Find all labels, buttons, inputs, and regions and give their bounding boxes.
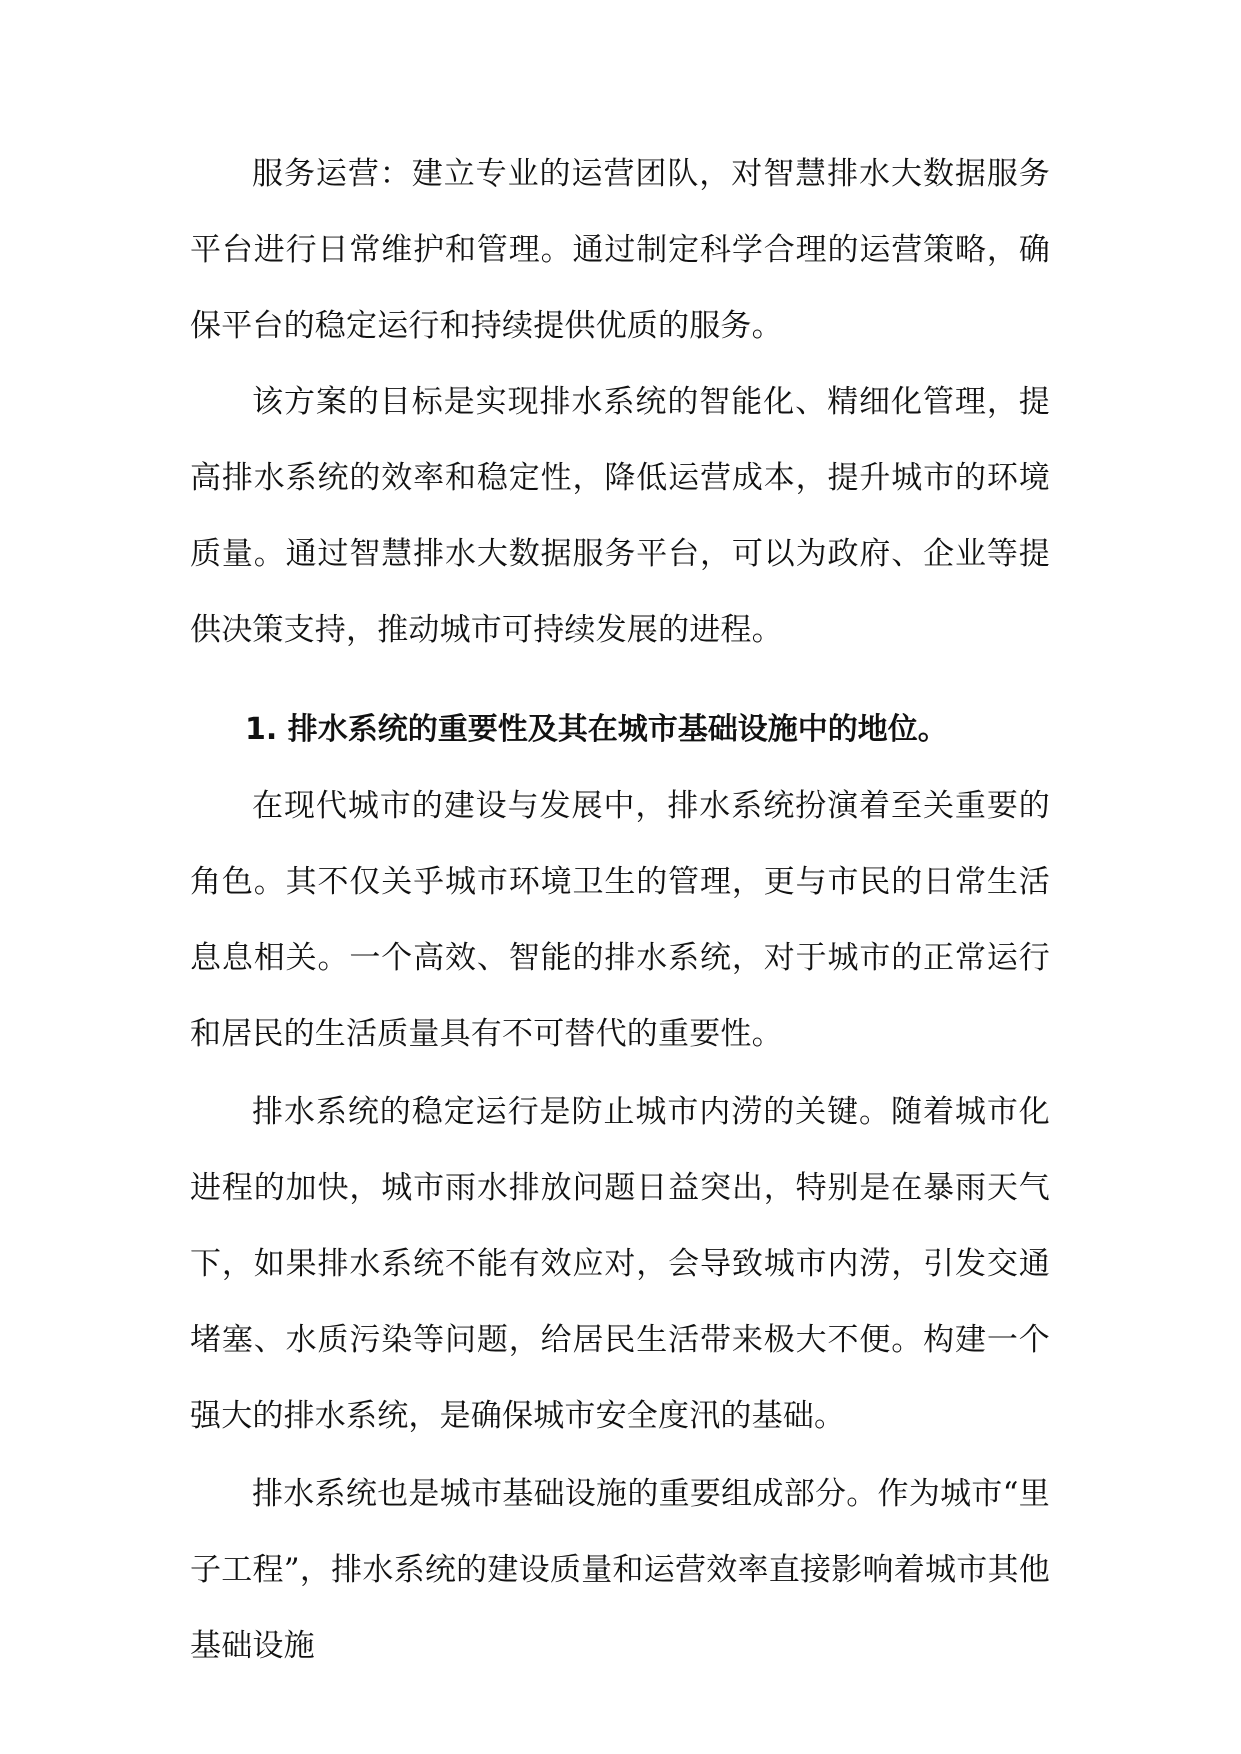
paragraph-text: 服务运营：建立专业的运营团队，对智慧排水大数据服务平台进行日常维护和管理。通过制定科学合理的运营策略，确保平台的稳定运行和持续提供优质的服务。 bbox=[190, 156, 1050, 344]
paragraph-text: 排水系统也是城市基础设施的重要组成部分。作为城市“里子工程”，排水系统的建设质量和运营效率直接影响着城市其他基础设施 bbox=[190, 1476, 1050, 1664]
section-heading: 1. 排水系统的重要性及其在城市基础设施中的地位。 bbox=[245, 712, 948, 747]
paragraph-text: 排水系统的稳定运行是防止城市内涝的关键。随着城市化进程的加快，城市雨水排放问题日益突出，特别是在暴雨天气下，如果排水系统不能有效应对，会导致城市内涝，引发交通堵塞、水质污染等问题，给居民生活带来极大不便。构建一个强大的排水系统，是确保城市安全度汛的基础。 bbox=[190, 1094, 1050, 1434]
paragraph-goal bbox=[190, 364, 1050, 668]
paragraph-infrastructure bbox=[190, 1456, 1050, 1684]
paragraph-service-operation bbox=[190, 136, 1050, 364]
paragraph-text: 在现代城市的建设与发展中，排水系统扮演着至关重要的角色。其不仅关乎城市环境卫生的管理，更与市民的日常生活息息相关。一个高效、智能的排水系统，对于城市的正常运行和居民的生活质量具有不可替代的重要性。 bbox=[190, 788, 1050, 1052]
paragraph-flood-prevention bbox=[190, 1074, 1050, 1454]
paragraph-importance-intro bbox=[190, 768, 1050, 1072]
paragraph-text: 该方案的目标是实现排水系统的智能化、精细化管理，提高排水系统的效率和稳定性，降低运营成本，提升城市的环境质量。通过智慧排水大数据服务平台，可以为政府、企业等提供决策支持，推动城市可持续发展的进程。 bbox=[190, 384, 1050, 648]
